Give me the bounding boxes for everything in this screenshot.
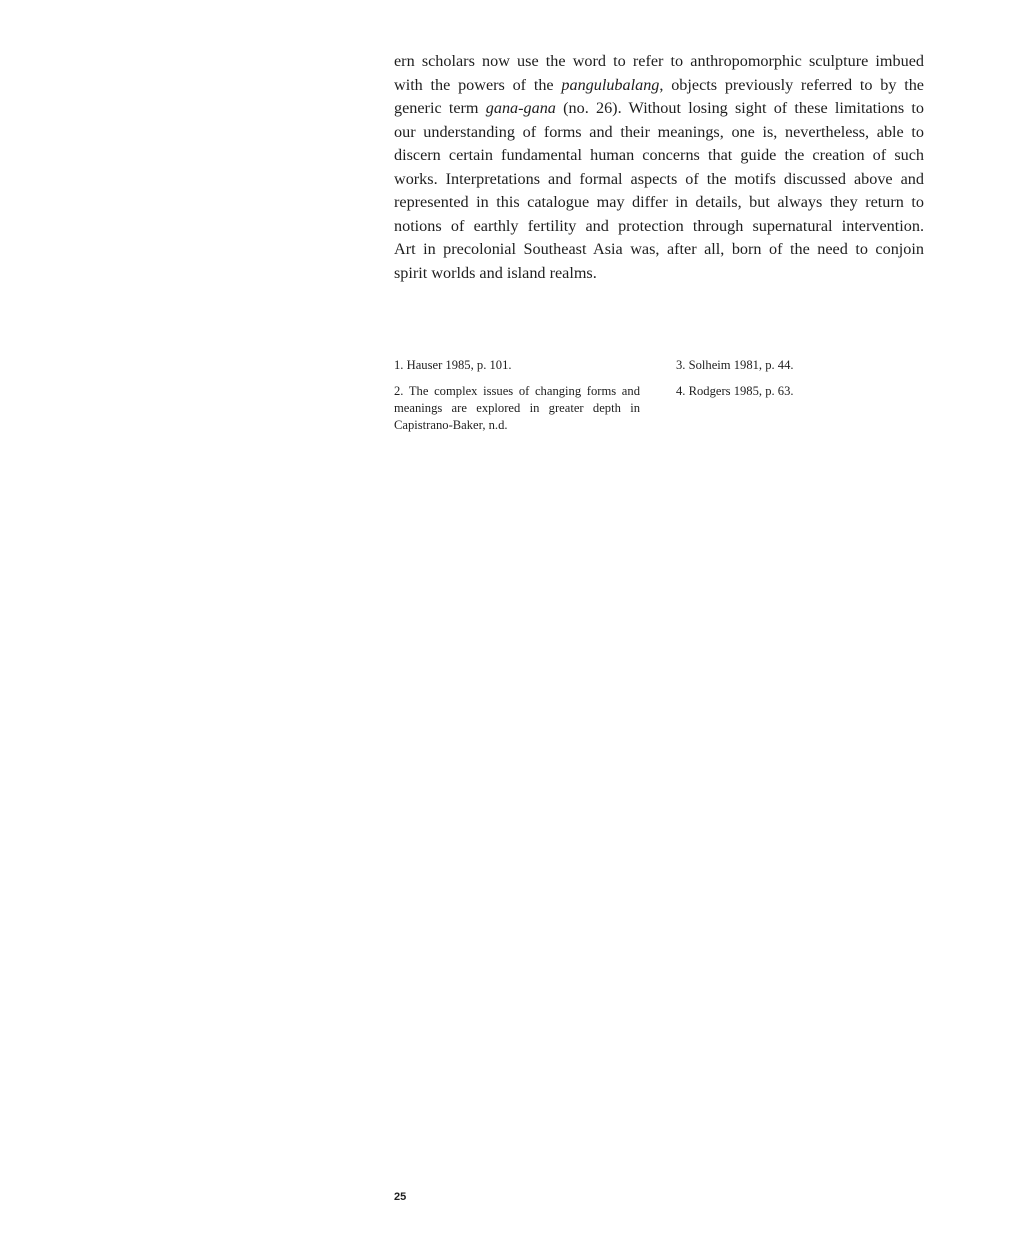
note-2: [394, 383, 640, 434]
body-line-3: [394, 97, 924, 121]
body-line-10: spirit worlds and island realms.: [394, 263, 597, 282]
notes-column-right: [676, 357, 876, 409]
term-pangulubalang: pangulubalang: [561, 75, 660, 94]
page-number: 25: [394, 1191, 407, 1203]
note-1-text: 1. Hauser 1985, p. 101.: [394, 358, 512, 372]
body-paragraph: [394, 50, 924, 285]
term-gana-gana: gana-gana: [485, 99, 556, 117]
note-2-line-2: meanings are explored in greater depth in: [394, 401, 640, 415]
note-4-text: 4. Rodgers 1985, p. 63.: [676, 384, 794, 398]
body-line-6: works. Interpretations and formal aspects of the motifs discussed above and: [394, 169, 924, 188]
body-line-5: discern certain fundamental human concerns that guide the creation of such: [394, 146, 924, 164]
body-line-2: [394, 74, 924, 98]
note-3-text: 3. Solheim 1981, p. 44.: [676, 358, 794, 372]
note-2-line-3: Capistrano-Baker, n.d.: [394, 418, 508, 432]
body-line-2-text-b: , objects previously referred to by the: [659, 75, 924, 94]
body-line-2-text-a: with the powers of the: [394, 75, 562, 94]
body-line-9: Art in precolonial Southeast Asia was, after all, born of the need to conjoin: [394, 240, 924, 258]
notes-column-left: [394, 357, 640, 443]
body-line-4: our understanding of forms and their meanings, one is, nevertheless, able to: [394, 122, 924, 141]
note-2-line-1: 2. The complex issues of changing forms and: [394, 384, 640, 398]
body-line-3-text-b: (no. 26). Without losing sight of these limitations to: [555, 99, 924, 117]
body-line-7: represented in this catalogue may differ in details, but always they return to: [394, 193, 924, 211]
note-4: [676, 383, 876, 400]
note-1: [394, 357, 640, 374]
body-line-1: ern scholars now use the word to refer to anthropomorphic sculpture imbued: [394, 52, 924, 70]
body-line-3-text-a: generic term: [394, 99, 486, 117]
body-line-8: notions of earthly fertility and protection through supernatural intervention.: [394, 216, 924, 235]
note-3: [676, 357, 876, 374]
